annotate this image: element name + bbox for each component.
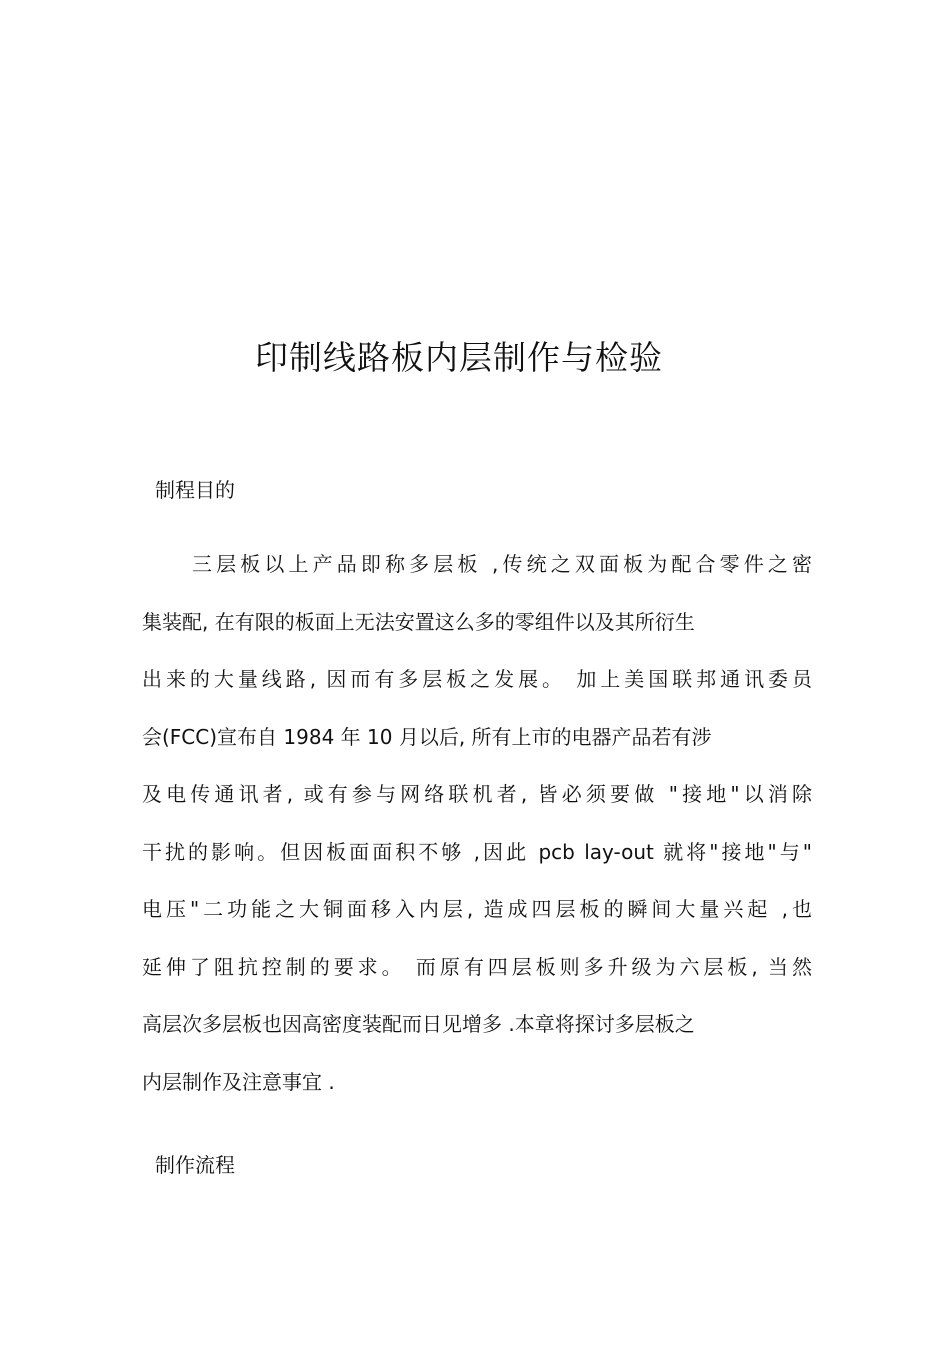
paragraph-line: 内层制作及注意事宜 . bbox=[142, 1069, 335, 1094]
paragraph-line: 电压"二功能之大铜面移入内层, 造成四层板的瞬间大量兴起 ,也 bbox=[142, 897, 812, 921]
paragraph-line: 延伸了阻抗控制的要求。 而原有四层板则多升级为六层板, 当然 bbox=[142, 954, 812, 979]
section-paragraph bbox=[142, 550, 812, 1125]
section-heading-production-flow: 制作流程 bbox=[155, 1153, 235, 1177]
paragraph-line: 高层次多层板也因高密度装配而日见增多 .本章将探讨多层板之 bbox=[142, 1012, 695, 1036]
paragraph-line: 集装配, 在有限的板面上无法安置这么多的零组件以及其所衍生 bbox=[142, 609, 695, 634]
paragraph-line: 三层板以上产品即称多层板 ,传统之双面板为配合零件之密 bbox=[192, 552, 812, 576]
paragraph-line: 会(FCC)宣布自 1984 年 10 月以后, 所有上市的电器产品若有涉 bbox=[142, 724, 712, 749]
paragraph-line: 出来的大量线路, 因而有多层板之发展。 加上美国联邦通讯委员 bbox=[142, 667, 812, 691]
document-title: 印制线路板内层制作与检验 bbox=[255, 338, 663, 377]
paragraph-line: 干扰的影响。但因板面面积不够 ,因此 pcb lay-out 就将"接地"与" bbox=[142, 839, 812, 864]
paragraph-line: 及电传通讯者, 或有参与网络联机者, 皆必须要做 "接地"以消除 bbox=[142, 782, 812, 806]
section-heading-process-purpose: 制程目的 bbox=[155, 478, 235, 502]
